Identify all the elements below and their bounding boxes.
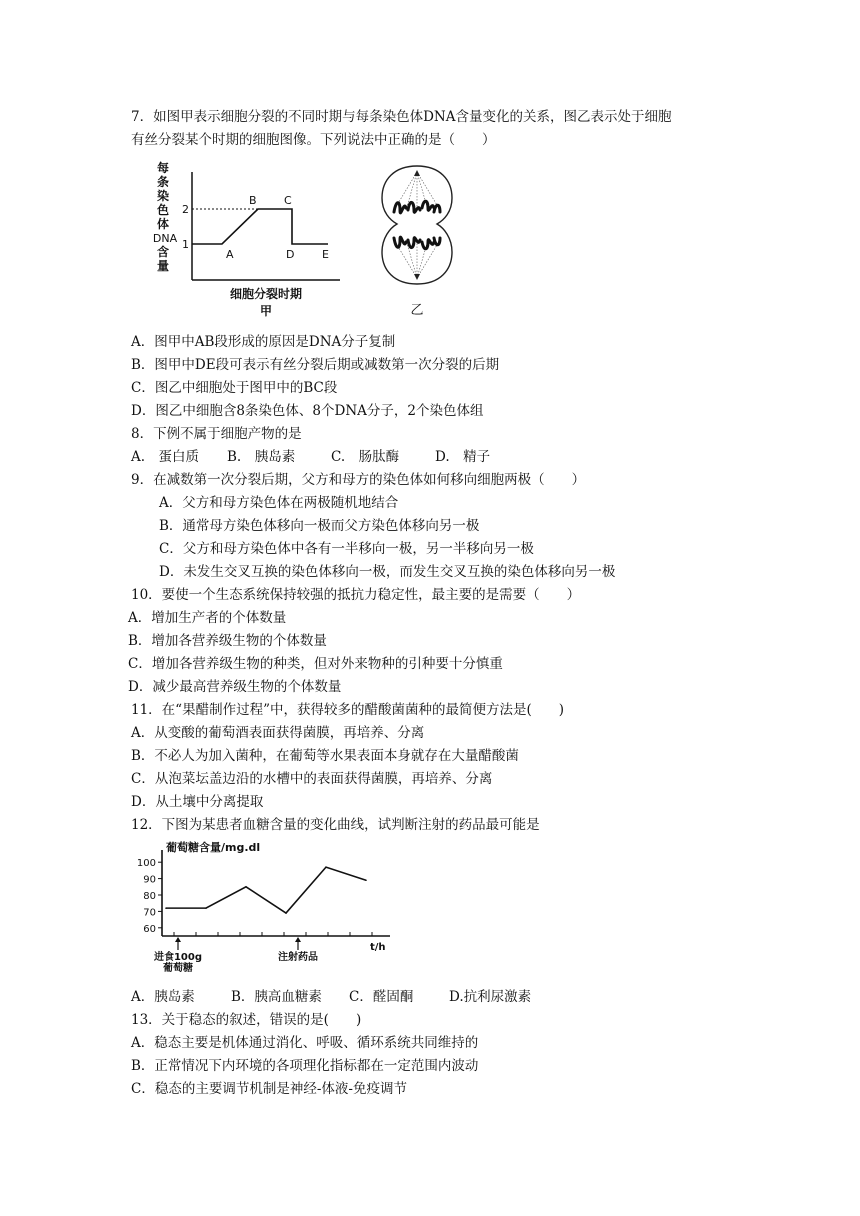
q8-option-a: A. 蛋白质	[131, 449, 200, 465]
q11-option-b: B．不必人为加入菌种，在葡萄等水果表面本身就存在大量醋酸菌	[131, 748, 519, 764]
ylabel-char: 体	[156, 217, 170, 231]
q12-option-d: D.抗利尿激素	[449, 989, 532, 1005]
q9-option-a: A．父方和母方染色体在两极随机地结合	[159, 495, 399, 511]
point-label-c: C	[284, 194, 292, 207]
chart-title: 葡萄糖含量/mg.dl	[166, 841, 261, 854]
data-point	[205, 907, 207, 909]
q13-option-b: B．正常情况下内环境的各项理化指标都在一定范围内波动	[131, 1058, 479, 1074]
centriole-bottom	[414, 274, 420, 280]
y-tick-label: 70	[143, 907, 156, 919]
ylabel-char: 含	[156, 245, 170, 259]
q10-stem: 10．要使一个生态系统保持较强的抵抗力稳定性，最主要的是需要（ ）	[131, 587, 581, 603]
annotation-label: 注射药品	[278, 952, 318, 963]
q12-options	[131, 987, 531, 1007]
q13-option-a: A．稳态主要是机体通过消化、呼吸、循环系统共同维持的	[131, 1035, 479, 1051]
data-point	[285, 912, 287, 914]
y-tick-label: 90	[143, 874, 156, 886]
ylabel-char: 每	[156, 161, 170, 175]
q9-option-c: C．父方和母方染色体中各有一半移向一极，另一半移向另一极	[159, 541, 534, 557]
q12-option-b: B．胰高血糖素	[231, 989, 322, 1005]
q12-option-c: C．醛固酮	[349, 989, 414, 1005]
q8-option-c: C. 肠肽酶	[331, 449, 400, 465]
q9-stem: 9．在减数第一次分裂后期，父方和母方的染色体如何移向细胞两极（ ）	[131, 472, 586, 488]
figure-b-cell-image	[372, 160, 462, 320]
q9-option-d: D．未发生交叉互换的染色体移向一极，而发生交叉互换的染色体移向另一极	[159, 564, 616, 580]
q8-option-d: D. 精子	[435, 449, 491, 465]
figure-a-xlabel: 细胞分裂时期	[229, 287, 303, 301]
q11-option-d: D．从土壤中分离提取	[131, 794, 264, 810]
x-axis-label: t/h	[370, 942, 386, 953]
q11-stem: 11．在“果醋制作过程”中，获得较多的醋酸菌菌种的最简便方法是( )	[131, 702, 565, 718]
glucose-chart	[132, 836, 412, 972]
q8-option-b: B. 胰岛素	[227, 449, 296, 465]
y-tick-label: 80	[143, 891, 156, 902]
figure-a-dna-graph	[150, 158, 350, 320]
q8-options	[131, 447, 490, 467]
ylabel-char: 条	[156, 175, 170, 189]
data-point	[325, 866, 327, 868]
data-point	[365, 879, 367, 881]
q10-option-d: D．减少最高营养级生物的个体数量	[128, 679, 342, 695]
q10-option-b: B．增加各营养级生物的个体数量	[128, 633, 327, 649]
point-label-d: D	[286, 248, 295, 261]
q11-option-a: A．从变酸的葡萄酒表面获得菌膜，再培养、分离	[131, 725, 425, 741]
y-tick-1: 1	[182, 238, 189, 251]
point-label-b: B	[249, 194, 257, 207]
point-label-e: E	[322, 248, 329, 261]
q7-option-b: B．图甲中DE段可表示有丝分裂后期或减数第一次分裂的后期	[131, 357, 500, 373]
y-tick-2: 2	[182, 203, 189, 216]
q12-stem: 12．下图为某患者血糖含量的变化曲线，试判断注射的药品最可能是	[131, 817, 540, 833]
figure-a-caption: 甲	[259, 304, 273, 318]
spindle-fibers	[394, 172, 440, 278]
q7-option-d: D．图乙中细胞含8条染色体、8个DNA分子，2个染色体组	[131, 403, 484, 419]
ylabel-char: DNA	[152, 232, 178, 245]
dna-content-line	[192, 209, 328, 244]
point-label-a: A	[226, 248, 234, 261]
ylabel-char: 染	[156, 189, 170, 203]
ylabel-char: 量	[156, 259, 170, 273]
q7-option-c: C．图乙中细胞处于图甲中的BC段	[131, 380, 338, 396]
q10-option-a: A．增加生产者的个体数量	[128, 610, 287, 626]
q13-stem: 13．关于稳态的叙述，错误的是( )	[131, 1012, 362, 1028]
cell-outline	[382, 166, 452, 284]
q12-option-a: A．胰岛素	[131, 989, 195, 1005]
data-point	[165, 907, 167, 909]
q9-option-b: B．通常母方染色体移向一极而父方染色体移向另一极	[159, 518, 480, 534]
q10-option-c: C．增加各营养级生物的种类，但对外来物种的引种要十分慎重	[128, 656, 503, 672]
y-tick-label: 60	[143, 923, 156, 935]
figure-b-caption: 乙	[410, 303, 424, 318]
data-point	[245, 886, 247, 888]
q7-stem-line2: 有丝分裂某个时期的细胞图像。下列说法中正确的是（ ）	[131, 132, 496, 148]
q8-stem: 8．下例不属于细胞产物的是	[131, 426, 302, 442]
q7-stem-line1: 7．如图甲表示细胞分裂的不同时期与每条染色体DNA含量变化的关系，图乙表示处于细胞	[131, 109, 672, 125]
annotation-label: 进食100g	[153, 952, 203, 963]
y-tick-label: 100	[136, 858, 156, 870]
centriole-top	[414, 170, 420, 176]
q11-option-c: C．从泡菜坛盖边沿的水槽中的表面获得菌膜，再培养、分离	[131, 771, 493, 787]
figure-a-ylabel	[153, 160, 178, 273]
q7-option-a: A．图甲中AB段形成的原因是DNA分子复制	[131, 334, 396, 350]
q13-option-c: C．稳态的主要调节机制是神经-体液-免疫调节	[131, 1081, 407, 1097]
annotation-label-line2: 葡萄糖	[163, 963, 193, 972]
ylabel-char: 色	[156, 203, 170, 217]
